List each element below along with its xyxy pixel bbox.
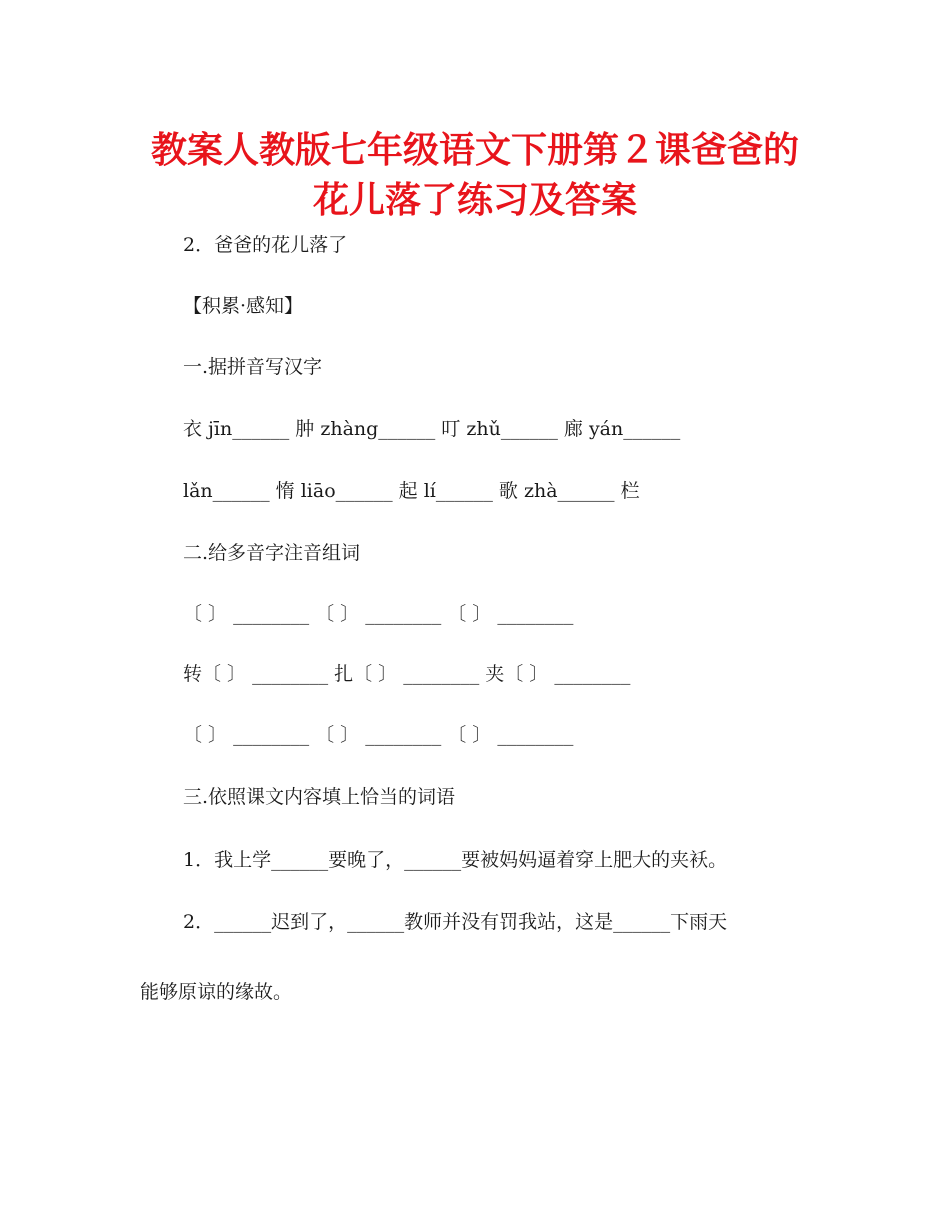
part1-heading: 一.据拼音写汉字 xyxy=(183,356,323,378)
part2-row-3: 〔 〕 ________ 〔 〕 ________ 〔 〕 ________ xyxy=(183,724,574,746)
part3-item-2: 2．______迟到了，______教师并没有罚我站，这是______下雨天 xyxy=(183,911,728,933)
document-title-line-1: 教案人教版七年级语文下册第２课爸爸的 xyxy=(150,130,799,171)
section-label: 【积累·感知】 xyxy=(183,295,304,317)
part1-pinyin-row-2: lǎn______ 惰 liāo______ 起 lí______ 歌 zhà______ 栏 xyxy=(183,480,640,502)
part2-row-2: 转〔 〕 ________ 扎〔 〕 ________ 夹〔 〕 ________ xyxy=(183,663,631,685)
lesson-heading: 2．爸爸的花儿落了 xyxy=(183,234,348,256)
document-title-line-2: 花儿落了练习及答案 xyxy=(312,180,637,221)
part3-heading: 三.依照课文内容填上恰当的词语 xyxy=(183,786,456,808)
part2-heading: 二.给多音字注音组词 xyxy=(183,542,361,564)
part2-row-1: 〔 〕 ________ 〔 〕 ________ 〔 〕 ________ xyxy=(183,603,574,625)
part3-item-2-continued: 能够原谅的缘故。 xyxy=(140,981,293,1003)
part3-item-1: 1．我上学______要晚了，______要被妈妈逼着穿上肥大的夹袄。 xyxy=(183,849,728,871)
part1-pinyin-row-1: 衣 jīn______ 肿 zhàng______ 叮 zhǔ______ 廊 yán______ xyxy=(183,418,681,440)
